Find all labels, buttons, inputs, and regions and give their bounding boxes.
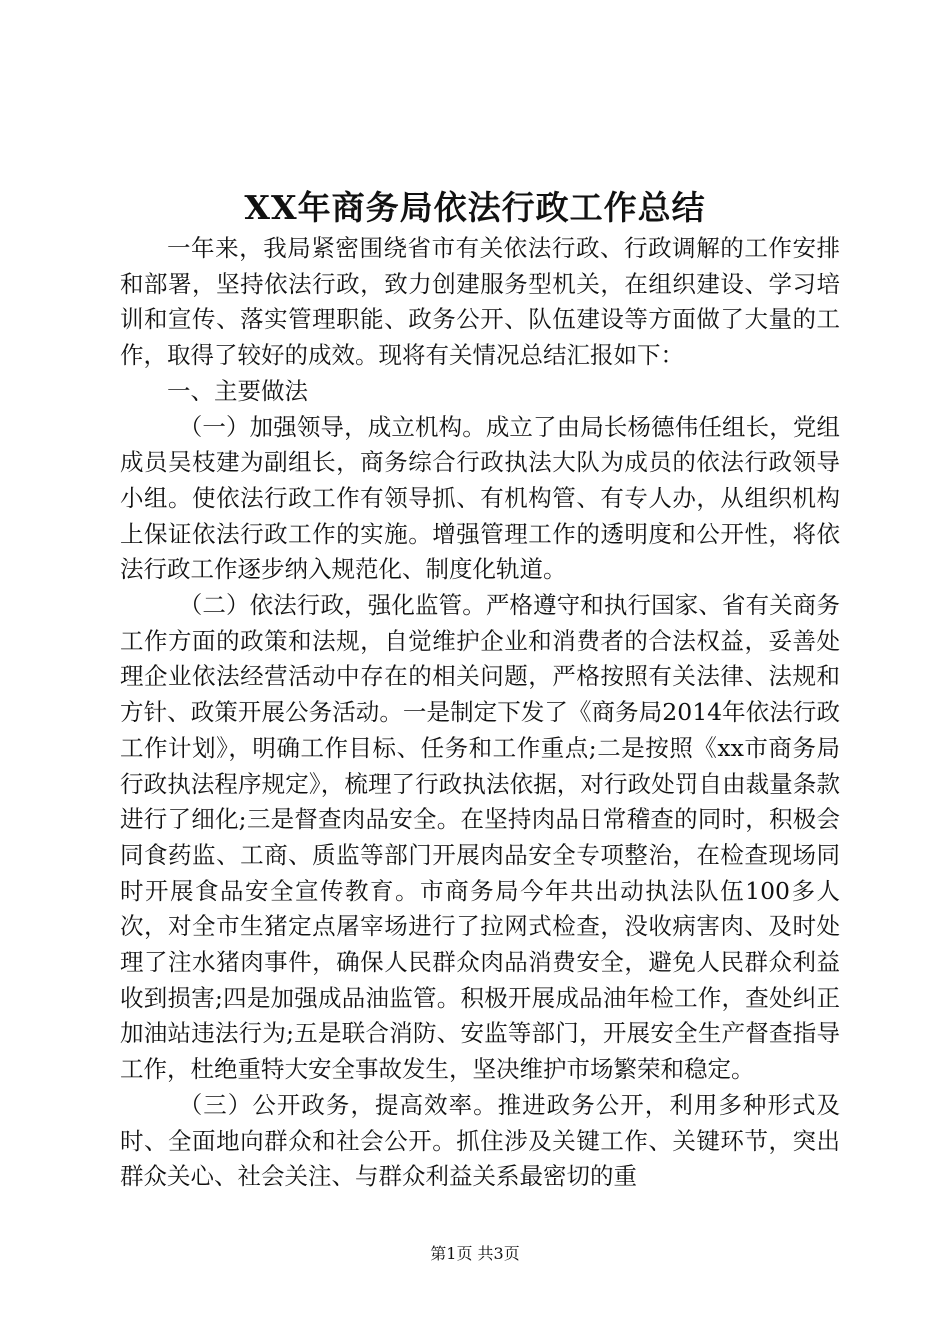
section-heading: 一、主要做法	[167, 376, 308, 405]
document-title: XX年商务局依法行政工作总结	[244, 188, 706, 227]
document-body	[120, 231, 840, 1195]
paragraph-leadership: （一）加强领导，成立机构。成立了由局长杨德伟任组长，党组成员吴枝建为副组长，商务综合行政执法大队为成员的依法行政领导小组。使依法行政工作有领导抓、有机构管、有专人办，从组织机构上保证依法行政工作的实施。增强管理工作的透明度和公开性，将依法行政工作逐步纳入规范化、制度化轨道。	[120, 412, 840, 584]
intro-paragraph: 一年来，我局紧密围绕省市有关依法行政、行政调解的工作安排和部署，坚持依法行政，致力创建服务型机关，在组织建设、学习培训和宣传、落实管理职能、政务公开、队伍建设等方面做了大量的工作，取得了较好的成效。现将有关情况总结汇报如下：	[120, 234, 840, 370]
page-number-footer: 第1页 共3页	[430, 1244, 520, 1263]
paragraph-supervision: （二）依法行政，强化监管。严格遵守和执行国家、省有关商务工作方面的政策和法规，自觉维护企业和消费者的合法权益，妥善处理企业依法经营活动中存在的相关问题，严格按照有关法律、法规和方针、政策开展公务活动。一是制定下发了《商务局2014年依法行政工作计划》，明确工作目标、任务和工作重点;二是按照《xx市商务局行政执法程序规定》，梳理了行政执法依据，对行政处罚自由裁量条款进行了细化;三是督查肉品安全。在坚持肉品日常稽查的同时，积极会同食药监、工商、质监等部门开展肉品安全专项整治，在检查现场同时开展食品安全宣传教育。市商务局今年共出动执法队伍100多人次，对全市生猪定点屠宰场进行了拉网式检查，没收病害肉、及时处理了注水猪肉事件，确保人民群众肉品消费安全，避免人民群众利益收到损害;四是加强成品油监管。积极开展成品油年检工作，查处纠正加油站违法行为;五是联合消防、安监等部门，开展安全生产督查指导工作，杜绝重特大安全事故发生，坚决维护市场繁荣和稳定。	[120, 591, 840, 1084]
paragraph-openness: （三）公开政务，提高效率。推进政务公开，利用多种形式及时、全面地向群众和社会公开。抓住涉及关键工作、关键环节，突出群众关心、社会关注、与群众利益关系最密切的重	[120, 1090, 840, 1191]
